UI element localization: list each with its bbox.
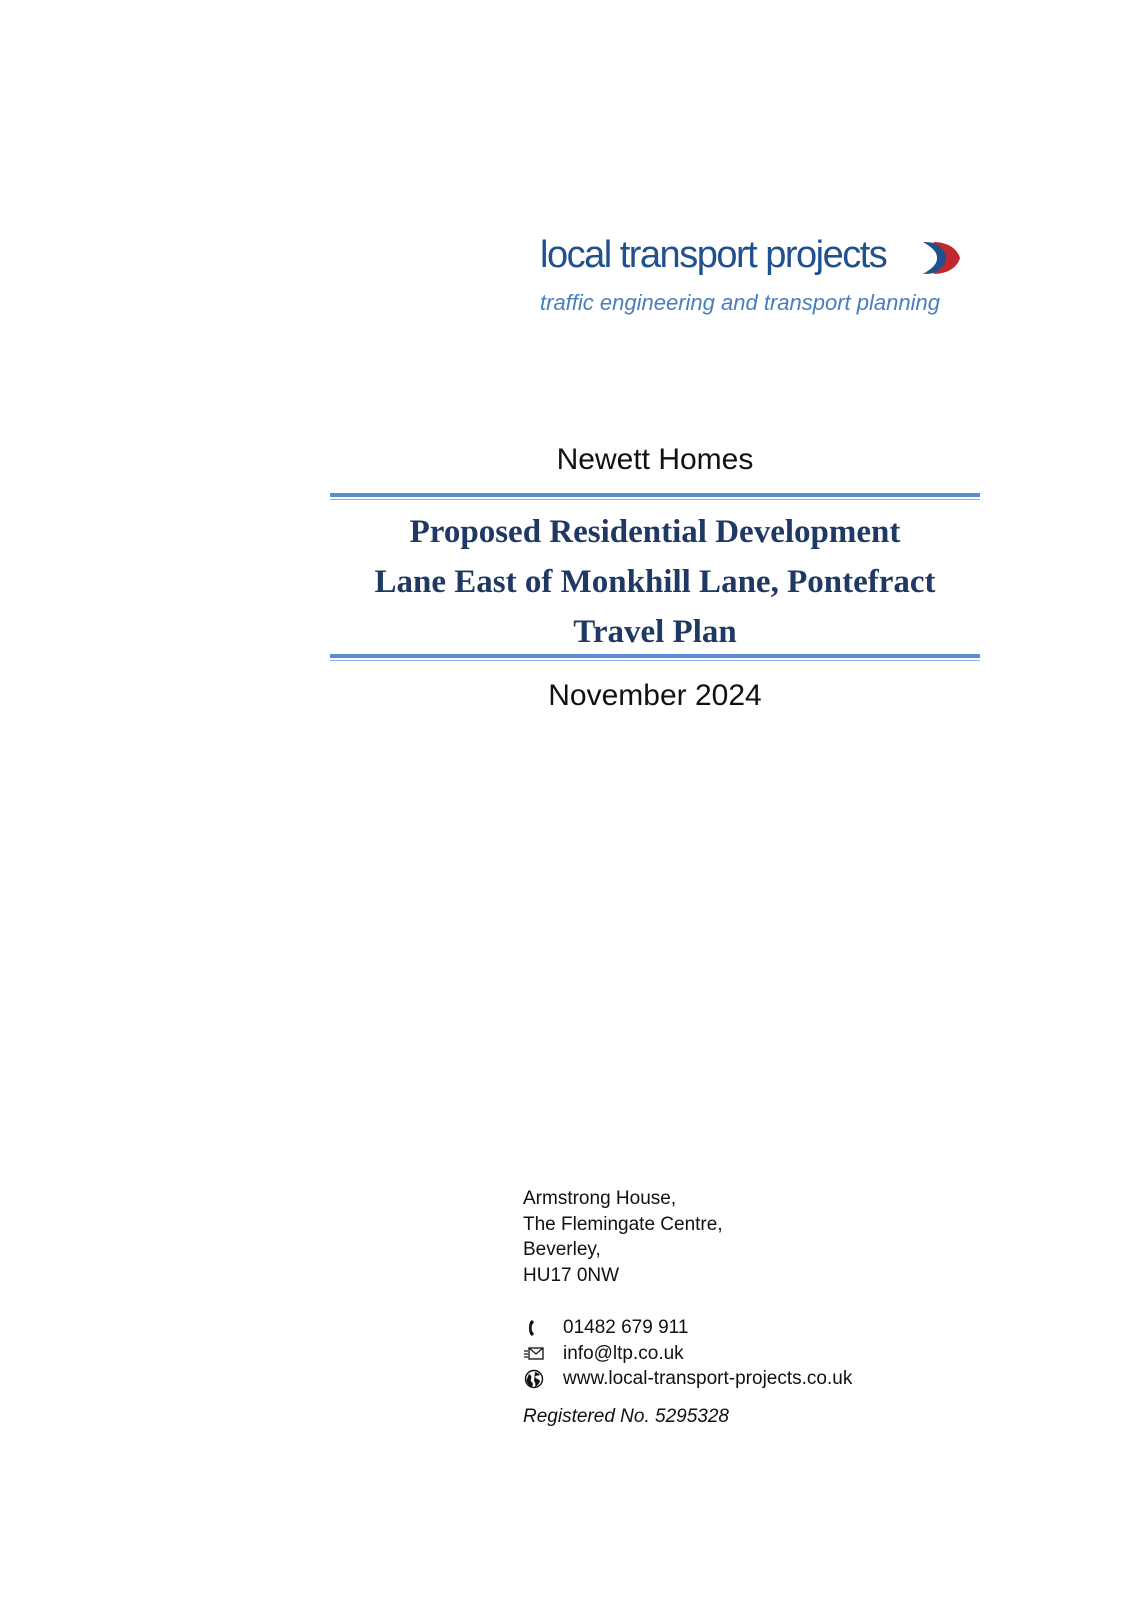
title-line-2: Lane East of Monkhill Lane, Pontefract: [374, 564, 936, 600]
company-logo: [540, 232, 980, 322]
phone-number: 01482 679 911: [563, 1317, 689, 1338]
address-line: Armstrong House,: [523, 1188, 677, 1209]
office-address: [523, 1186, 723, 1288]
title-line-3: Travel Plan: [573, 614, 737, 650]
address-line: HU17 0NW: [523, 1264, 620, 1286]
document-date: November 2024: [548, 679, 762, 712]
address-line: The Flemingate Centre,: [523, 1213, 723, 1235]
email-address: info@ltp.co.uk: [563, 1342, 684, 1364]
registration-number: Registered No. 5295328: [523, 1406, 729, 1427]
website-url: www.local-transport-projects.co.uk: [563, 1368, 853, 1389]
phone-icon: [523, 1318, 545, 1338]
address-line: Beverley,: [523, 1239, 601, 1260]
email-icon: [523, 1344, 545, 1364]
title-line-1: Proposed Residential Development: [409, 514, 901, 550]
logo-name: local transport projects: [540, 234, 887, 276]
client-name: Newett Homes: [556, 443, 754, 476]
logo-tagline: traffic engineering and transport planning: [540, 290, 940, 315]
title-rule-top: [330, 493, 980, 499]
globe-icon: [523, 1369, 545, 1389]
logo-chevron-icon: [921, 240, 961, 276]
document-title: [330, 507, 980, 657]
title-rule-bottom: [330, 654, 980, 660]
